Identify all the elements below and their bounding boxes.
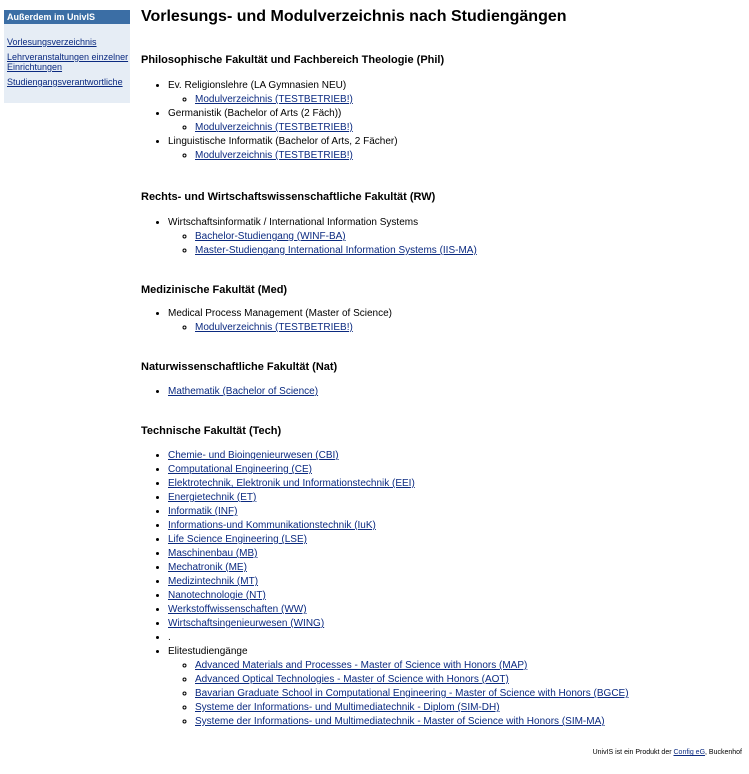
program-link[interactable]: Advanced Materials and Processes - Master of Science with Honors (MAP) (195, 660, 528, 671)
sidebar-item-studiengangsverantwortliche (7, 77, 130, 87)
sublist (168, 149, 741, 163)
program-link[interactable]: Wirtschaftsingenieurwesen (WING) (168, 618, 325, 629)
list-item (168, 645, 741, 729)
program-label: Germanistik (Bachelor of Arts (2 Fäch)) (168, 108, 342, 119)
program-link[interactable]: Informatik (INF) (168, 506, 238, 517)
sublist (168, 93, 741, 107)
section-heading-phil: Philosophische Fakultät und Fachbereich Theologie (Phil) (141, 54, 445, 66)
list-item (168, 477, 741, 491)
sublist (168, 659, 741, 729)
footer (593, 748, 742, 757)
footer-text: UnivIS ist ein Produkt der (592, 749, 674, 756)
list-item (168, 135, 741, 163)
sidebar-link-vorlesungsverzeichnis[interactable]: Vorlesungsverzeichnis (7, 37, 97, 47)
program-link[interactable]: Elektrotechnik, Elektronik und Informationstechnik (EEI) (168, 478, 415, 489)
program-link[interactable]: Modulverzeichnis (TESTBETRIEB!) (195, 322, 353, 333)
main-content (141, 0, 741, 729)
program-link[interactable]: Systeme der Informations- und Multimediatechnik - Master of Science with Honors (SIM-MA) (195, 716, 605, 727)
program-link[interactable]: Master-Studiengang International Information Systems (IIS-MA) (195, 245, 477, 256)
list-item (168, 307, 741, 335)
footer-config-link[interactable]: Config eG (673, 749, 706, 756)
list-item (168, 575, 741, 589)
list-item (168, 589, 741, 603)
list-item (195, 715, 741, 729)
program-link[interactable]: Modulverzeichnis (TESTBETRIEB!) (195, 122, 353, 133)
sublist (168, 121, 741, 135)
program-link[interactable]: Systeme der Informations- und Multimediatechnik - Diplom (SIM-DH) (195, 702, 500, 713)
nat-list (141, 385, 741, 399)
list-item (195, 149, 741, 163)
list-item (168, 216, 741, 258)
tech-list (141, 449, 741, 729)
list-item (168, 385, 741, 399)
rw-list (141, 216, 741, 258)
program-label: Wirtschaftsinformatik / International Information Systems (168, 217, 419, 228)
sidebar-item-vorlesungsverzeichnis (7, 37, 130, 47)
program-label: Linguistische Informatik (Bachelor of Arts, 2 Fächer) (168, 136, 398, 147)
list-item (168, 107, 741, 135)
list-item (168, 463, 741, 477)
program-link[interactable]: Informations-und Kommunikationstechnik (IuK) (168, 520, 376, 531)
program-link[interactable]: Maschinenbau (MB) (168, 548, 258, 559)
list-item (195, 659, 741, 673)
list-item (168, 631, 741, 645)
phil-list (141, 79, 741, 163)
section-heading-nat: Naturwissenschaftliche Fakultät (Nat) (141, 361, 338, 373)
empty-item-text: . (168, 632, 171, 643)
list-item (168, 519, 741, 533)
program-link[interactable]: Advanced Optical Technologies - Master of Science with Honors (AOT) (195, 674, 509, 685)
program-link[interactable]: Modulverzeichnis (TESTBETRIEB!) (195, 94, 353, 105)
list-item (168, 533, 741, 547)
list-item (195, 673, 741, 687)
sidebar (4, 10, 130, 103)
list-item (195, 321, 741, 335)
list-item (195, 701, 741, 715)
program-link[interactable]: Bachelor-Studiengang (WINF-BA) (195, 231, 346, 242)
program-link[interactable]: Life Science Engineering (LSE) (168, 534, 307, 545)
sidebar-link-studiengangsverantwortliche[interactable]: Studiengangsverantwortliche (7, 77, 123, 87)
list-item (195, 687, 741, 701)
sublist (168, 321, 741, 335)
med-list (141, 307, 741, 335)
sidebar-link-lehrveranstaltungen[interactable]: Lehrveranstaltungen einzelner Einrichtungen (7, 52, 129, 72)
list-item (195, 244, 741, 258)
program-link[interactable]: Werkstoffwissenschaften (WW) (168, 604, 307, 615)
program-link[interactable]: Modulverzeichnis (TESTBETRIEB!) (195, 150, 353, 161)
program-label: Ev. Religionslehre (LA Gymnasien NEU) (168, 80, 347, 91)
list-item (195, 121, 741, 135)
list-item (168, 547, 741, 561)
list-item (195, 230, 741, 244)
list-item (168, 79, 741, 107)
section-heading-med: Medizinische Fakultät (Med) (141, 284, 288, 296)
section-heading-rw: Rechts- und Wirtschaftswissenschaftliche Fakultät (RW) (141, 191, 436, 203)
program-label: Elitestudiengänge (168, 646, 248, 657)
program-link[interactable]: Chemie- und Bioingenieurwesen (CBI) (168, 450, 339, 461)
footer-text-suffix: , Buckenhof (705, 749, 742, 756)
program-link[interactable]: Mathematik (Bachelor of Science) (168, 386, 319, 397)
sidebar-item-lehrveranstaltungen (7, 52, 130, 72)
list-item (168, 617, 741, 631)
list-item (168, 505, 741, 519)
sidebar-heading: Außerdem im UnivIS (4, 10, 130, 24)
section-heading-tech: Technische Fakultät (Tech) (141, 425, 282, 437)
list-item (195, 93, 741, 107)
list-item (168, 449, 741, 463)
sublist (168, 230, 741, 258)
program-link[interactable]: Medizintechnik (MT) (168, 576, 259, 587)
list-item (168, 603, 741, 617)
program-link[interactable]: Energietechnik (ET) (168, 492, 257, 503)
page-title: Vorlesungs- und Modulverzeichnis nach Studiengängen (141, 8, 567, 25)
program-link[interactable]: Computational Engineering (CE) (168, 464, 312, 475)
sidebar-links (4, 24, 130, 87)
program-link[interactable]: Mechatronik (ME) (168, 562, 247, 573)
list-item (168, 491, 741, 505)
program-label: Medical Process Management (Master of Science) (168, 308, 392, 319)
program-link[interactable]: Nanotechnologie (NT) (168, 590, 266, 601)
list-item (168, 561, 741, 575)
program-link[interactable]: Bavarian Graduate School in Computational Engineering - Master of Science with Honors (BGCE) (195, 688, 629, 699)
